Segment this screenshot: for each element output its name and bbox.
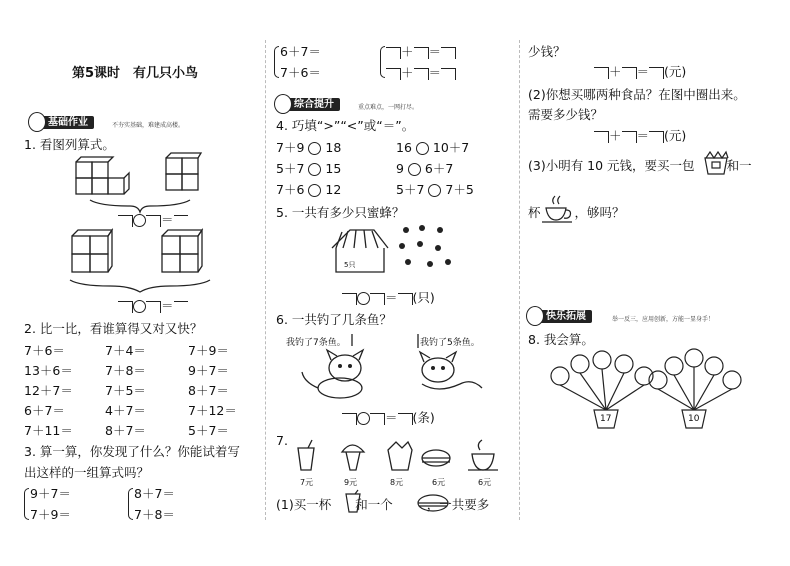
hive-label: 5只 bbox=[344, 261, 356, 269]
drink-cup-icon bbox=[343, 490, 363, 514]
q2-cell: 7＋11＝ bbox=[24, 423, 73, 438]
blank-box[interactable] bbox=[414, 47, 429, 59]
q3-blank-equation: ＋ ＝ bbox=[386, 65, 456, 80]
mascot-icon bbox=[526, 306, 544, 326]
pot-number: 17 bbox=[600, 414, 612, 424]
price-label: 8元 bbox=[390, 478, 404, 487]
blank-box[interactable] bbox=[342, 293, 357, 305]
question-2-text: 2. 比一比，看谁算得又对又快？ bbox=[24, 321, 203, 336]
question-7-text: 7. bbox=[276, 433, 288, 448]
q4-item: 16 10＋7 bbox=[396, 140, 470, 155]
blank-circle[interactable] bbox=[428, 184, 441, 197]
mascot-icon bbox=[28, 112, 46, 132]
q3-equation: 7＋8＝ bbox=[134, 507, 175, 522]
q2-cell: 6＋7＝ bbox=[24, 403, 65, 418]
speech-bubble-1: 我钓了7条鱼。 bbox=[286, 338, 346, 348]
question-8-text: 8. 我会算。 bbox=[528, 332, 594, 347]
cats-fishing-illustration bbox=[290, 348, 490, 400]
beehive-illustration bbox=[330, 222, 470, 282]
section-motto: 举一反三，应用创新，方能一显身手！ bbox=[612, 316, 715, 323]
blank-circle[interactable] bbox=[308, 163, 321, 176]
page-title: 第5课时 有几只小鸟 bbox=[72, 66, 199, 81]
q6-answer: ＝ (条) bbox=[342, 410, 435, 425]
blank-box[interactable] bbox=[118, 215, 133, 227]
blank-box[interactable] bbox=[174, 215, 188, 227]
q2-cell: 8＋7＝ bbox=[188, 383, 229, 398]
q2-cell: 7＋12＝ bbox=[188, 403, 237, 418]
blank-box[interactable] bbox=[174, 301, 188, 313]
price-label: 7元 bbox=[300, 478, 314, 487]
speech-bubble-2: 我钓了5条鱼。 bbox=[420, 338, 480, 348]
brace bbox=[24, 488, 29, 520]
q2-cell: 5＋7＝ bbox=[188, 423, 229, 438]
q2-cell: 9＋7＝ bbox=[188, 363, 229, 378]
blank-circle[interactable] bbox=[308, 184, 321, 197]
blank-circle[interactable] bbox=[133, 300, 146, 313]
blank-box[interactable] bbox=[370, 413, 385, 425]
brace bbox=[128, 488, 133, 520]
blank-box[interactable] bbox=[342, 413, 357, 425]
brace bbox=[380, 46, 385, 78]
blank-box[interactable] bbox=[146, 215, 161, 227]
q3-equation: 6＋7＝ bbox=[280, 44, 321, 59]
q4-item: 5＋7 15 bbox=[276, 161, 342, 176]
blank-box[interactable] bbox=[441, 68, 456, 80]
q2-cell: 7＋8＝ bbox=[105, 363, 146, 378]
blank-box[interactable] bbox=[594, 131, 609, 143]
section-label: 基础作业 bbox=[48, 117, 88, 128]
price-label: 6元 bbox=[478, 478, 492, 487]
q3-equation: 7＋9＝ bbox=[30, 507, 71, 522]
blank-circle[interactable] bbox=[357, 412, 370, 425]
price-label: 9元 bbox=[344, 478, 358, 487]
q3-blank-equation: ＋ ＝ bbox=[386, 44, 456, 59]
q7-sub-2-line-1: (2)你想买哪两种食品？在图中圈出来。 bbox=[528, 87, 746, 102]
fries-pack-icon bbox=[702, 150, 730, 176]
q7-sub-1-continued: 少钱？ bbox=[528, 44, 566, 59]
question-3-line-2: 出这样的一组算式吗？ bbox=[24, 465, 150, 480]
blank-circle[interactable] bbox=[416, 142, 429, 155]
q3-equation: 7＋6＝ bbox=[280, 65, 321, 80]
question-6-text: 6. 一共钓了几条鱼？ bbox=[276, 312, 392, 327]
q2-cell: 7＋6＝ bbox=[24, 343, 65, 358]
q4-item: 7＋6 12 bbox=[276, 182, 342, 197]
blank-box[interactable] bbox=[118, 301, 133, 313]
question-3-line-1: 3. 算一算，你发现了什么？你能试着写 bbox=[24, 444, 240, 459]
cube-stack-illustration bbox=[70, 152, 210, 212]
q2-cell: 4＋7＝ bbox=[105, 403, 146, 418]
blank-circle[interactable] bbox=[133, 214, 146, 227]
q7-sub-2-answer: ＋ ＝ (元) bbox=[594, 128, 686, 143]
blank-box[interactable] bbox=[398, 413, 413, 425]
brace bbox=[274, 46, 279, 78]
blank-box[interactable] bbox=[146, 301, 161, 313]
question-4-text: 4. 巧填“>”“<”或“＝”。 bbox=[276, 118, 415, 133]
blank-box[interactable] bbox=[414, 68, 429, 80]
blank-circle[interactable] bbox=[408, 163, 421, 176]
price-label: 6元 bbox=[432, 478, 446, 487]
blank-box[interactable] bbox=[370, 293, 385, 305]
column-divider-1 bbox=[265, 40, 266, 520]
mascot-icon bbox=[274, 94, 292, 114]
blank-circle[interactable] bbox=[357, 292, 370, 305]
food-menu-illustration bbox=[292, 440, 502, 474]
q7-sub-3-line-1: (3)小明有 10 元钱，要买一包 和一 bbox=[528, 158, 752, 173]
question-5-text: 5. 一共有多少只蜜蜂？ bbox=[276, 205, 405, 220]
blank-box[interactable] bbox=[649, 131, 664, 143]
q1-answer-row-2: ＝ bbox=[118, 298, 188, 313]
section-banner-combo bbox=[278, 98, 340, 111]
blank-box[interactable] bbox=[398, 293, 413, 305]
q4-item: 9 6＋7 bbox=[396, 161, 454, 176]
blank-box[interactable] bbox=[622, 131, 637, 143]
q7-sub-2-line-2: 需要多少钱？ bbox=[528, 107, 604, 122]
hamburger-icon bbox=[416, 493, 450, 513]
q2-cell: 12＋7＝ bbox=[24, 383, 73, 398]
flower-pots-illustration bbox=[546, 352, 756, 432]
q7-sub-1-answer: ＋ ＝ (元) bbox=[594, 64, 686, 79]
section-banner-fun bbox=[530, 310, 592, 323]
q1-answer-row-1: ＝ bbox=[118, 212, 188, 227]
q7-sub-3-line-2: 杯 ，够吗？ bbox=[528, 205, 625, 220]
q4-item: 5＋7 7＋5 bbox=[396, 182, 474, 197]
section-banner-basic bbox=[32, 116, 94, 129]
cube-group-illustration bbox=[70, 228, 220, 298]
blank-circle[interactable] bbox=[308, 142, 321, 155]
q7-sub-1: (1)买一杯 和一个 ，一共要多 bbox=[276, 497, 490, 512]
question-1-text: 1. 看图列算式。 bbox=[24, 137, 115, 152]
section-motto: 重点难点，一网打尽。 bbox=[358, 104, 419, 111]
tea-cup-icon bbox=[542, 196, 574, 226]
q2-cell: 8＋7＝ bbox=[105, 423, 146, 438]
q2-cell: 13＋6＝ bbox=[24, 363, 73, 378]
q4-item: 7＋9 18 bbox=[276, 140, 342, 155]
blank-box[interactable] bbox=[622, 67, 637, 79]
section-label: 快乐拓展 bbox=[546, 311, 586, 322]
q2-cell: 7＋9＝ bbox=[188, 343, 229, 358]
q2-cell: 7＋4＝ bbox=[105, 343, 146, 358]
section-label: 综合提升 bbox=[294, 99, 334, 110]
q3-equation: 8＋7＝ bbox=[134, 486, 175, 501]
blank-box[interactable] bbox=[386, 47, 401, 59]
q3-equation: 9＋7＝ bbox=[30, 486, 71, 501]
blank-box[interactable] bbox=[649, 67, 664, 79]
q2-cell: 7＋5＝ bbox=[105, 383, 146, 398]
blank-box[interactable] bbox=[594, 67, 609, 79]
pot-number: 10 bbox=[688, 414, 700, 424]
blank-box[interactable] bbox=[386, 68, 401, 80]
section-motto: 不夯实基础，难建成高楼。 bbox=[112, 122, 185, 129]
column-divider-2 bbox=[519, 40, 520, 520]
blank-box[interactable] bbox=[441, 47, 456, 59]
q5-answer: ＝ (只) bbox=[342, 290, 435, 305]
